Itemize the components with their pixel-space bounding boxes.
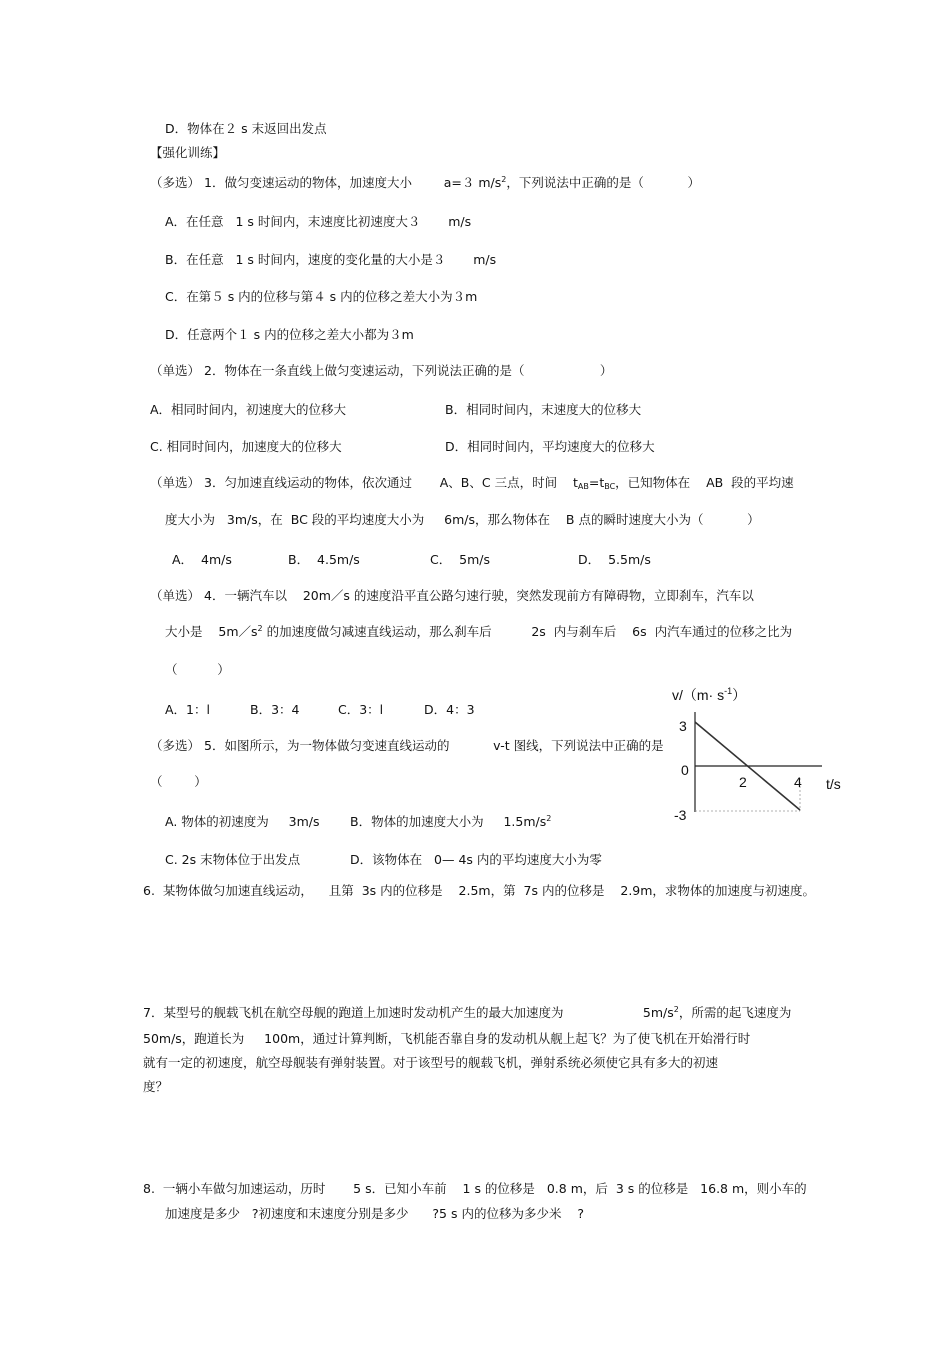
q3-tag: （单选） [150,475,201,490]
q1-option-c: C．在第５ s 内的位移与第４ s 内的位移之差大小为３m [165,289,478,304]
graph-xlabel: t/s [826,776,841,792]
tick-x-4: 4 [794,774,802,790]
q7-line4: 度？ [143,1079,169,1094]
tick-origin: 0 [681,762,689,778]
q3-option-a: A． 4m/s [172,552,232,567]
q5-option-d: D．该物体在 0— 4s 内的平均速度大小为零 [350,852,602,867]
q4-stem-line3: （ ） [165,662,230,677]
q4-option-b: B．3：4 [250,702,300,717]
graph-ylabel: $v/(m\cdot s^{-1})$ [672,686,747,703]
q2-option-d: D．相同时间内，平均速度大的位移大 [445,439,655,454]
q1-option-a: A．在任意 1 s 时间内，末速度比初速度大３ m/s [165,214,472,229]
q5-option-a: A. 物体的初速度为 3m/s [165,814,320,829]
q5-option-c: C. 2s 末物体位于出发点 [165,852,301,867]
q4-tag: （单选） [150,588,201,603]
q2-option-a: A．相同时间内，初速度大的位移大 [150,402,347,417]
vt-graph [660,680,860,830]
tick-y-neg3: -3 [674,807,687,823]
q5-option-b: B．物体的加速度大小为 $1.5m/s^2$ [350,814,552,829]
q8-line1: 8. 一辆小车做匀加速运动，历时 5 s．已知小车前 1 s 的位移是 0.8 m，后 3 s 的位移是 16.8 m，则小车的 [143,1181,807,1196]
section-title: 【强化训练】 [150,145,226,160]
q7-line2: 50m/s，跑道长为 100m，通过计算判断，飞机能否靠自身的发动机从舰上起飞？为了使飞机在开始滑行时 [143,1031,751,1046]
q1-stem: （多选） 1．做匀变速运动的物体，加速度大小 a=３ $m/s^2$，下列说法中正确的是（ ） [150,175,701,190]
q6-text: 6. 某物体做匀加速直线运动， 且第 3s 内的位移是 2.5m，第 7s 内的位移是 2.9m，求物体的加速度与初速度。 [143,883,815,898]
q4-stem-line2: 大小是 $5m/s^2$ 的加速度做匀减速直线运动，那么刹车后 2s 内与刹车后 6s 内汽车通过的位移之比为 [165,624,793,639]
q3-option-b: B． 4.5m/s [288,552,360,567]
tick-x-2: 2 [739,774,747,790]
q2-stem: （单选） 2．物体在一条直线上做匀变速运动，下列说法正确的是（ ） [150,363,613,378]
prev-option-d: D．物体在２ s 末返回出发点 [165,121,327,136]
q4-stem: （单选） 4．一辆汽车以 20m／s 的速度沿平直公路匀速行驶，突然发现前方有障碍物，立即刹车，汽车以 [150,588,754,603]
q5-tag: （多选） [150,738,201,753]
q8-line2: 加速度是多少 ?初速度和末速度分别是多少 ?5 s 内的位移为多少米 ? [165,1206,584,1221]
q3-stem: （单选） 3．匀加速直线运动的物体，依次通过 A、B、C 三点，时间 $t_{AB}=t_{BC}$，已知物体在 AB 段的平均速 [150,475,794,491]
q1-option-d: D．任意两个１ s 内的位移之差大小都为３m [165,327,414,342]
q5-stem: （多选） 5．如图所示，为一物体做匀变速直线运动的 v-t 图线，下列说法中正确的是 [150,738,664,753]
q1-option-b: B．在任意 1 s 时间内，速度的变化量的大小是３ m/s [165,252,497,267]
q3-option-c: C． 5m/s [430,552,491,567]
q2-option-b: B．相同时间内，末速度大的位移大 [445,402,642,417]
q2-tag: （单选） [150,363,201,378]
q4-option-c: C．3：l [338,702,384,717]
q3-option-d: D． 5.5m/s [578,552,651,567]
q7-line3: 就有一定的初速度，航空母舰装有弹射装置。对于该型号的舰载飞机，弹射系统必须使它具有多大的初速 [143,1055,719,1070]
q4-option-d: D．4：3 [424,702,475,717]
q4-option-a: A．1：l [165,702,210,717]
q5-stem-line2: （ ） [150,774,207,789]
q2-option-c: C. 相同时间内，加速度大的位移大 [150,439,342,454]
q7-line1: 7．某型号的舰载飞机在航空母舰的跑道上加速时发动机产生的最大加速度为 $5m/s^2$，所需的起飞速度为 [143,1005,792,1020]
tick-y-3: 3 [679,718,687,734]
q1-tag: （多选） [150,175,201,190]
q3-stem-line2: 度大小为 3m/s，在 BC 段的平均速度大小为 6m/s，那么物体在 B 点的瞬时速度大小为（ ） [165,512,760,527]
